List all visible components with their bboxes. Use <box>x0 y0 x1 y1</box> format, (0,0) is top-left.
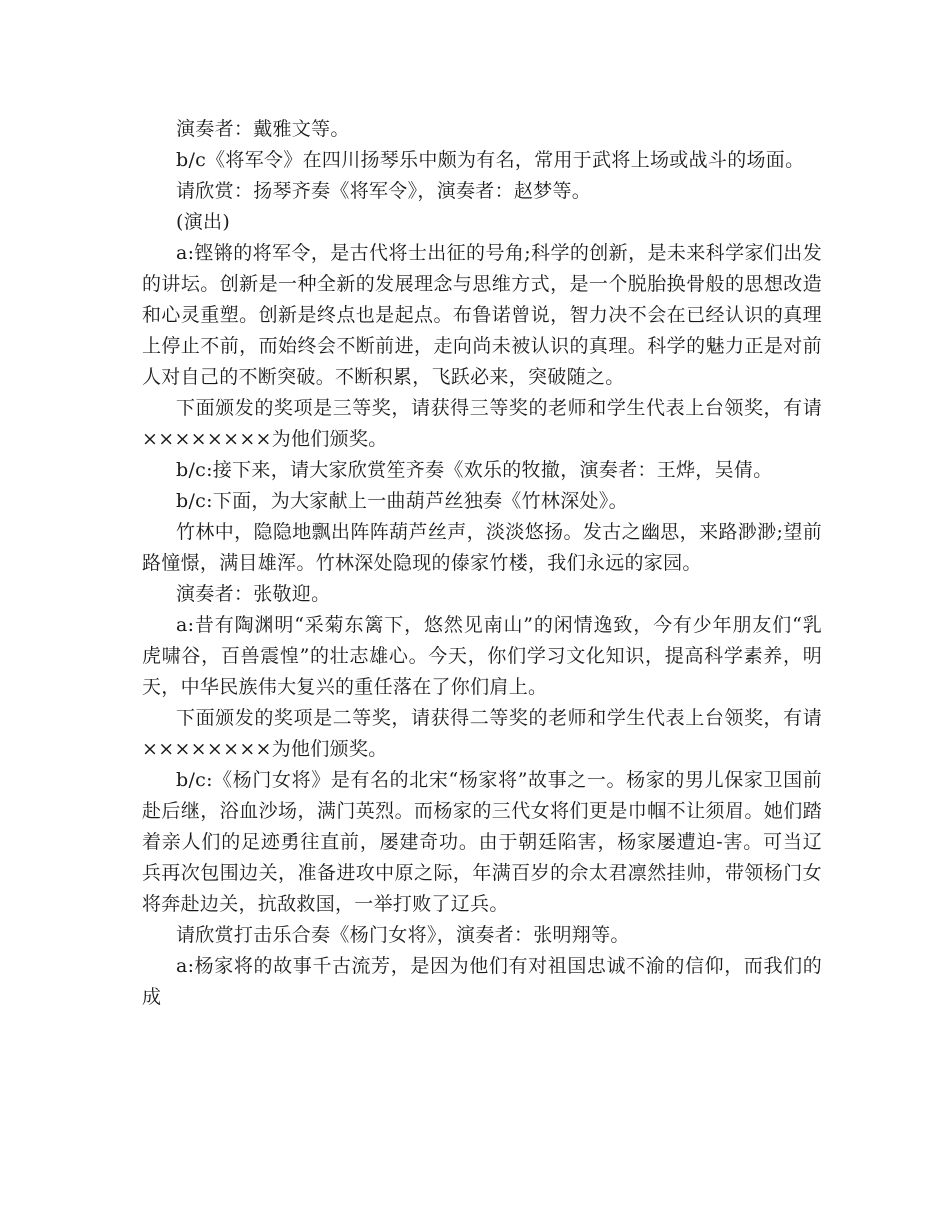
paragraph-percussion-ensemble: 请欣赏打击乐合奏《杨门女将》，演奏者：张明翔等。 <box>176 924 630 946</box>
paragraph-yangmen-story: b/c:《杨门女将》是有名的北宋“杨家将”故事之一。杨家的男儿保家卫国前赴后继，浴血沙场，满门英烈。而杨家的三代女将们更是巾帼不让须眉。她们踏着亲人们的足迹勇往直前，屡建奇功。由于朝廷陷害，杨家屡遭迫-害。可当辽兵再次包围边关，准备进攻中原之际，年满百岁的佘太君凛然挂帅，带领杨门女将奔赴边关，抗敌救国，一举打败了辽兵。 <box>142 769 822 915</box>
document-body <box>142 114 822 1013</box>
paragraph-hulusi-solo: b/c:下面，为大家献上一曲葫芦丝独奏《竹林深处》。 <box>176 490 628 512</box>
paragraph-second-prize: 下面颁发的奖项是二等奖，请获得二等奖的老师和学生代表上台领奖，有请××××××××为他们颁奖。 <box>142 707 822 760</box>
paragraph-jiangjunling-intro: b/c《将军令》在四川扬琴乐中颇为有名，常用于武将上场或战斗的场面。 <box>176 149 805 171</box>
paragraph-yang-family-legacy: a:杨家将的故事千古流芳，是因为他们有对祖国忠诚不渝的信仰，而我们的成 <box>142 955 822 1008</box>
paragraph-tao-yuanming: a:昔有陶渊明“采菊东篱下，悠然见南山”的闲情逸致，今有少年朋友们“乳虎啸谷，百兽震惶”的壮志雄心。今天，你们学习文化知识，提高科学素养，明天，中华民族伟大复兴的重任落在了你们肩上。 <box>142 614 822 698</box>
paragraph-yangqin-performance: 请欣赏：扬琴齐奏《将军令》，演奏者：赵梦等。 <box>176 180 592 202</box>
paragraph-performer-dai: 演奏者：戴雅文等。 <box>176 118 350 140</box>
paragraph-performance-note: (演出) <box>176 211 231 233</box>
paragraph-third-prize: 下面颁发的奖项是三等奖，请获得三等奖的老师和学生代表上台领奖，有请××××××××为他们颁奖。 <box>142 397 822 450</box>
paragraph-bamboo-forest: 竹林中，隐隐地飘出阵阵葫芦丝声，淡淡悠扬。发古之幽思，来路渺渺;望前路憧憬，满目雄浑。竹林深处隐现的傣家竹楼，我们永远的家园。 <box>142 521 822 574</box>
paragraph-innovation-speech: a:铿锵的将军令，是古代将士出征的号角;科学的创新，是未来科学家们出发的讲坛。创新是一种全新的发展理念与思维方式，是一个脱胎换骨般的思想改造和心灵重塑。创新是终点也是起点。布鲁诺曾说，智力决不会在已经认识的真理上停止不前，而始终会不断前进，走向尚未被认识的真理。科学的魅力正是对前人对自己的不断突破。不断积累，飞跃必来，突破随之。 <box>142 242 822 388</box>
paragraph-performer-zhang: 演奏者：张敬迎。 <box>176 583 331 605</box>
paragraph-sheng-ensemble: b/c:接下来，请大家欣赏笙齐奏《欢乐的牧撤，演奏者：王烨，吴倩。 <box>176 459 773 481</box>
